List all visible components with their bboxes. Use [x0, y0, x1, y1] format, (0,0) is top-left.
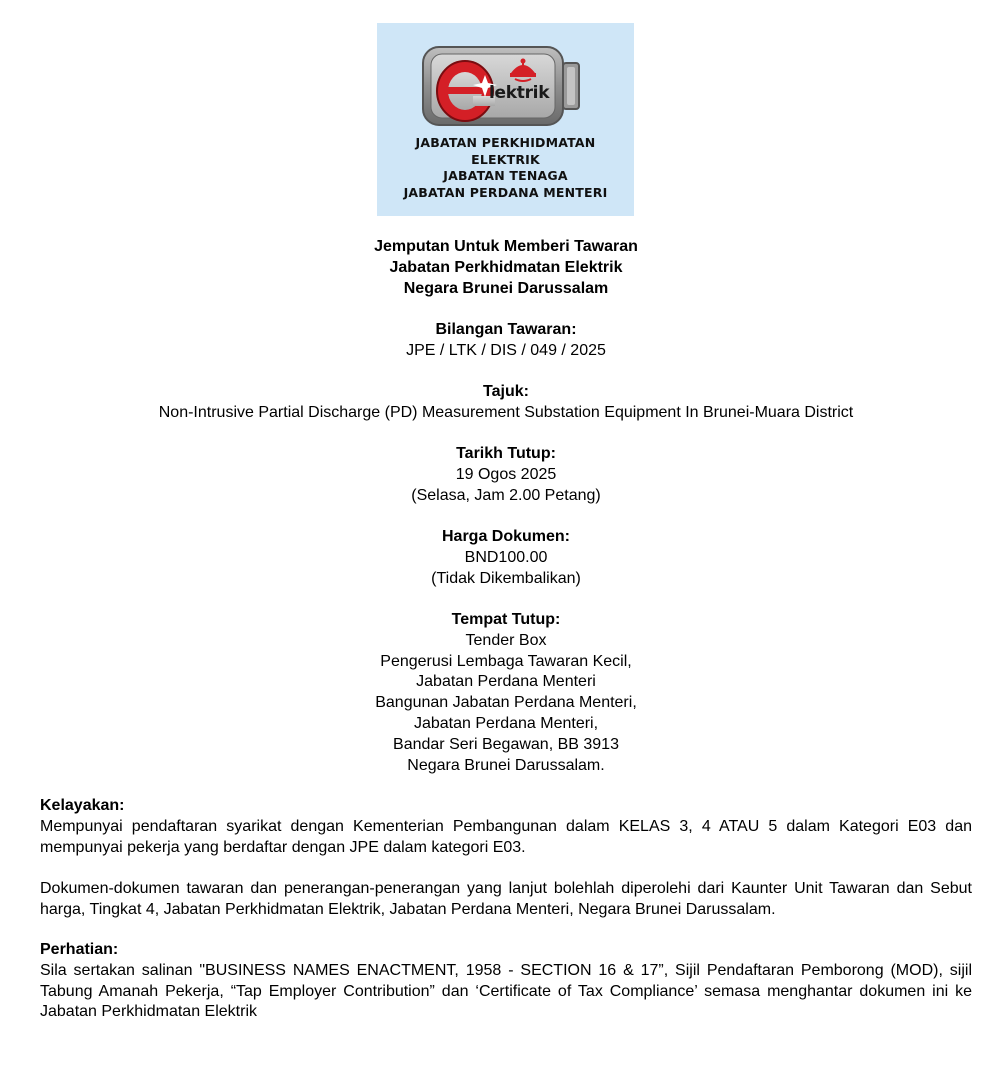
eligibility-text: Mempunyai pendaftaran syarikat dengan Kementerian Pembangunan dalam KELAS 3, 4 ATAU 5 dalam Kategori E03 dan mempunyai pekerja yang berdaftar dengan JPE dalam kategori E03. — [40, 817, 972, 856]
closing-place-line-4: Bangunan Jabatan Perdana Menteri, — [375, 694, 637, 712]
department-logo — [377, 23, 634, 216]
invitation-heading — [40, 237, 972, 299]
attention-section — [40, 940, 972, 1023]
logo-caption-line-3: JABATAN TENAGA — [443, 168, 568, 183]
closing-place-line-5: Jabatan Perdana Menteri, — [413, 714, 599, 732]
eligibility-heading: Kelayakan: — [40, 797, 125, 814]
closing-time-value: (Selasa, Jam 2.00 Petang) — [411, 486, 601, 504]
tender-number-value: JPE / LTK / DIS / 049 / 2025 — [406, 341, 606, 359]
attention-heading: Perhatian: — [40, 941, 119, 958]
eligibility-section — [40, 796, 972, 858]
closing-place-heading: Tempat Tutup: — [451, 611, 561, 628]
closing-place-line-2: Pengerusi Lembaga Tawaran Kecil, — [380, 652, 632, 670]
logo-caption-line-2: ELEKTRIK — [471, 151, 540, 167]
invitation-line-1: Jemputan Untuk Memberi Tawaran — [374, 238, 638, 255]
document-price-note: (Tidak Dikembalikan) — [431, 569, 581, 587]
logo-caption-line-1: JABATAN PERKHIDMATAN — [415, 135, 596, 150]
document-price-amount: BND100.00 — [464, 548, 548, 566]
closing-date-section — [40, 444, 972, 506]
closing-place-line-7: Negara Brunei Darussalam. — [407, 756, 605, 774]
documents-info-text: Dokumen-dokumen tawaran dan penerangan-penerangan yang lanjut bolehlah diperolehi dari Kaunter Unit Tawaran dan Sebut harga, Tingkat 4, Jabatan Perkhidmatan Elektrik, Jabatan Perdana Menteri, Negara Brunei Darussalam. — [40, 880, 972, 918]
tender-number-heading: Bilangan Tawaran: — [435, 321, 577, 338]
title-value: Non-Intrusive Partial Discharge (PD) Measurement Substation Equipment In Brunei-Muara District — [158, 403, 854, 421]
invitation-line-3: Negara Brunei Darussalam — [403, 279, 609, 297]
logo-caption-line-4: JABATAN PERDANA MENTERI — [403, 184, 608, 200]
title-section — [40, 382, 972, 424]
emblem-word: lektrik — [489, 83, 550, 103]
closing-place-line-3: Jabatan Perdana Menteri — [416, 673, 596, 691]
royal-crest-icon — [507, 55, 539, 83]
tender-number-section — [40, 320, 972, 362]
closing-date-value: 19 Ogos 2025 — [455, 465, 557, 483]
documents-info-section — [40, 879, 972, 921]
closing-place-section — [40, 610, 972, 776]
emblem-wordmark — [489, 83, 549, 103]
document-price-section — [40, 527, 972, 589]
invitation-line-2: Jabatan Perkhidmatan Elektrik — [389, 258, 623, 276]
document-price-heading: Harga Dokumen: — [441, 528, 571, 545]
title-heading: Tajuk: — [483, 383, 529, 400]
closing-date-heading: Tarikh Tutup: — [456, 445, 556, 462]
closing-place-line-6: Bandar Seri Begawan, BB 3913 — [393, 735, 619, 753]
logo-caption — [377, 135, 634, 201]
attention-text: Sila sertakan salinan "BUSINESS NAMES ENACTMENT, 1958 - SECTION 16 & 17”, Sijil Pendaftaran Pemborong (MOD), sijil Tabung Amanah Pekerja, “Tap Employer Contribution” dan ‘Certificate of Tax Compliance’ semasa menghantar dokumen ini ke Jabatan Perkhidmatan Elektrik — [40, 961, 972, 1021]
closing-place-line-1: Tender Box — [465, 631, 547, 649]
